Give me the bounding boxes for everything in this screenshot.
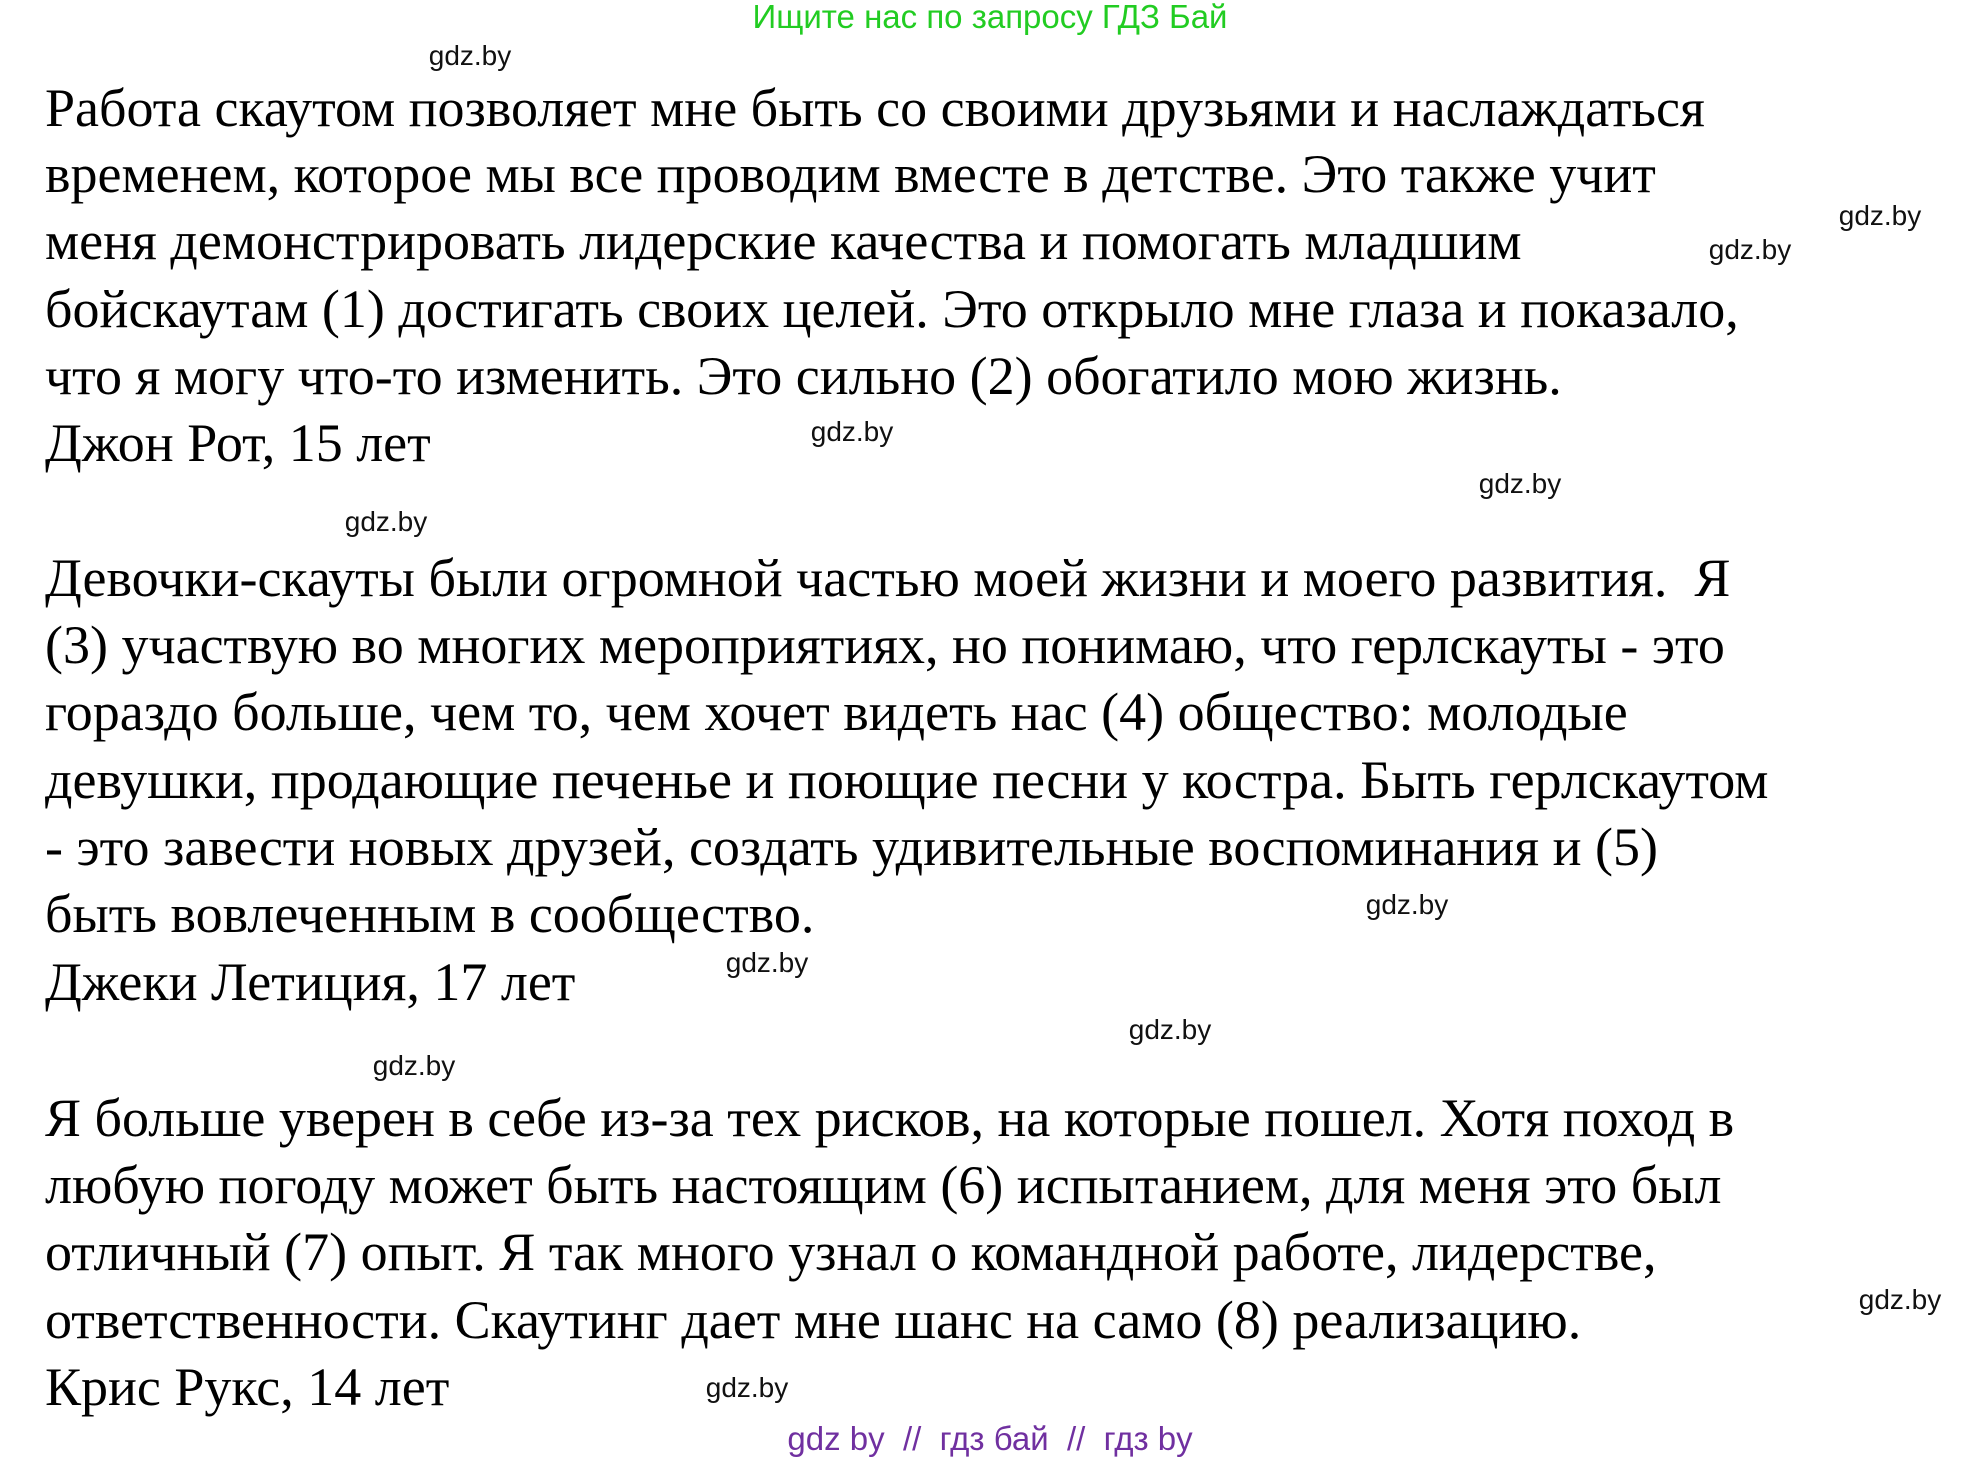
paragraph-1-author: Джон Рот, 15 лет bbox=[45, 413, 431, 473]
watermark: gdz.by bbox=[372, 1050, 456, 1081]
paragraph-1-line-3: меня демонстрировать лидерские качества и помогать младшим bbox=[45, 211, 1522, 271]
footer-banner: gdz by // гдз бай // гдз by bbox=[787, 1420, 1193, 1457]
paragraph-2-line-2: (3) участвую во многих мероприятиях, но понимаю, что герлскауты - это bbox=[45, 615, 1725, 675]
watermark: gdz.by bbox=[1858, 1284, 1942, 1315]
watermark: gdz.by bbox=[1478, 468, 1562, 499]
paragraph-2-author: Джеки Летиция, 17 лет bbox=[45, 952, 576, 1012]
paragraph-3-line-3: отличный (7) опыт. Я так много узнал о командной работе, лидерстве, bbox=[45, 1222, 1657, 1282]
paragraph-2-line-1: Девочки-скауты были огромной частью моей жизни и моего развития. Я bbox=[45, 548, 1731, 608]
paragraph-2-line-5: - это завести новых друзей, создать удивительные воспоминания и (5) bbox=[45, 817, 1658, 877]
paragraph-2-line-4: девушки, продающие печенье и поющие песни у костра. Быть герлскаутом bbox=[45, 750, 1769, 810]
watermark: gdz.by bbox=[1838, 200, 1922, 231]
paragraph-3-line-4: ответственности. Скаутинг дает мне шанс на само (8) реализацию. bbox=[45, 1290, 1582, 1350]
paragraph-1-line-2: временем, которое мы все проводим вместе в детстве. Это также учит bbox=[45, 144, 1656, 204]
watermark: gdz.by bbox=[810, 416, 894, 447]
watermark: gdz.by bbox=[1708, 234, 1792, 265]
paragraph-3-author: Крис Рукс, 14 лет bbox=[45, 1357, 450, 1417]
paragraph-1-line-5: что я могу что-то изменить. Это сильно (2) обогатило мою жизнь. bbox=[45, 346, 1562, 406]
paragraph-2-line-6: быть вовлеченным в сообщество. bbox=[45, 884, 815, 944]
watermark: gdz.by bbox=[705, 1372, 789, 1403]
paragraph-3-line-2: любую погоду может быть настоящим (6) испытанием, для меня это был bbox=[45, 1155, 1722, 1215]
watermark: gdz.by bbox=[1365, 889, 1449, 920]
paragraph-2-line-3: гораздо больше, чем то, чем хочет видеть нас (4) общество: молодые bbox=[45, 682, 1628, 742]
paragraph-1-line-4: бойскаутам (1) достигать своих целей. Это открыло мне глаза и показало, bbox=[45, 279, 1739, 339]
paragraph-3-line-1: Я больше уверен в себе из-за тех рисков, на которые пошел. Хотя поход в bbox=[45, 1088, 1735, 1148]
header-banner: Ищите нас по запросу ГДЗ Бай bbox=[752, 0, 1228, 35]
watermark: gdz.by bbox=[428, 40, 512, 71]
watermark: gdz.by bbox=[1128, 1014, 1212, 1045]
paragraph-1-line-1: Работа скаутом позволяет мне быть со своими друзьями и наслаждаться bbox=[45, 78, 1705, 138]
watermark: gdz.by bbox=[344, 506, 428, 537]
watermark: gdz.by bbox=[725, 947, 809, 978]
